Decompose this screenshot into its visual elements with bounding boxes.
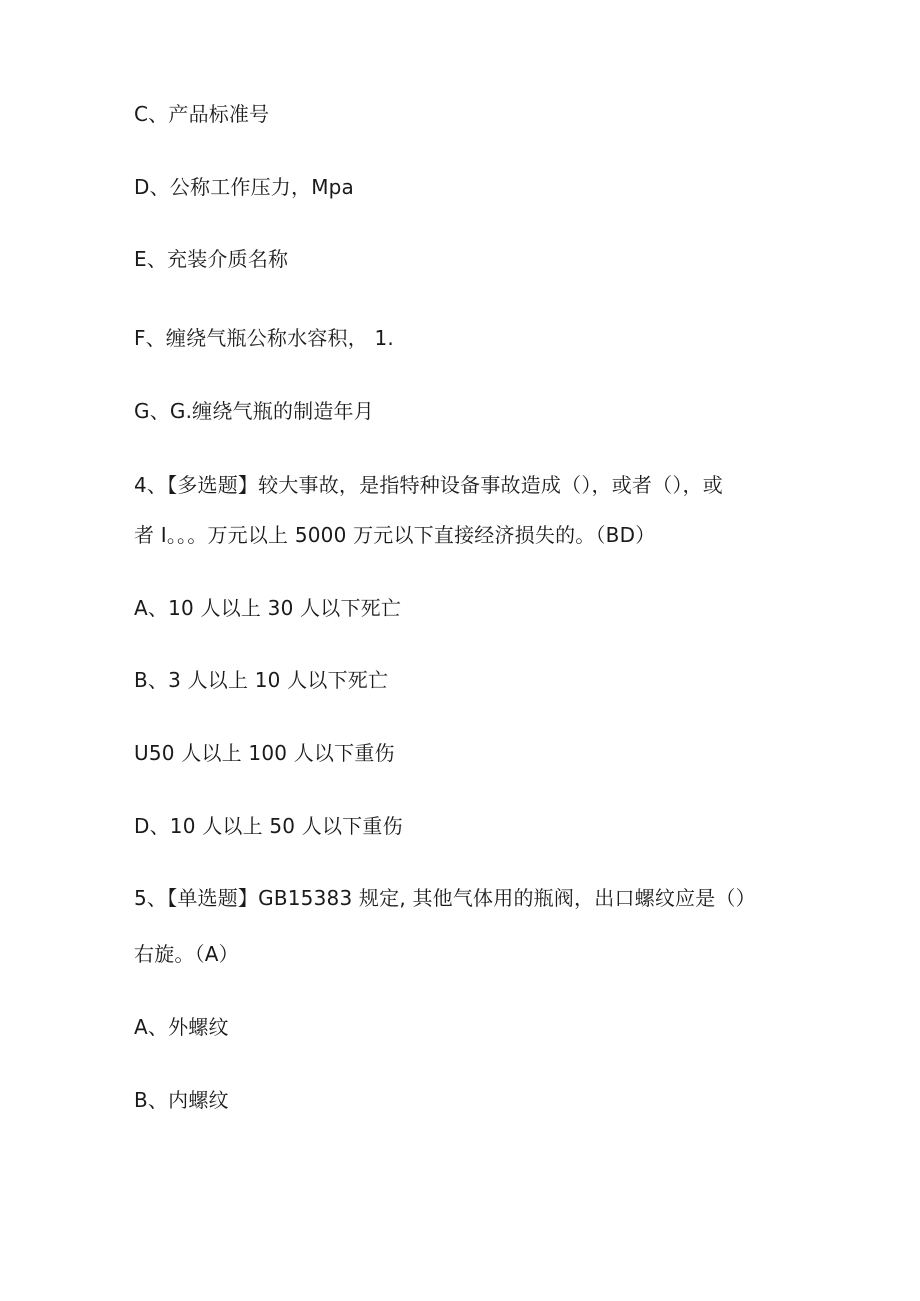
q4-option-c: U50 人以上 100 人以下重伤 (134, 741, 395, 765)
q4-option-b: B、3 人以上 10 人以下死亡 (134, 668, 389, 692)
question-5-line-1: 5、【单选题】GB15383 规定, 其他气体用的瓶阀，出口螺纹应是（） (134, 886, 756, 910)
option-c-product-standard: C、产品标准号 (134, 102, 270, 126)
q4-option-a: A、10 人以上 30 人以下死亡 (134, 596, 402, 620)
question-5-line-2: 右旋。（A） (134, 942, 239, 966)
question-4-line-1: 4、【多选题】较大事故，是指特种设备事故造成（），或者（），或 (134, 473, 723, 497)
q5-option-a: A、外螺纹 (134, 1015, 229, 1039)
option-e-medium-name: E、充装介质名称 (134, 247, 289, 271)
option-g-manufacture-date: G、G.缠绕气瓶的制造年月 (134, 399, 374, 423)
option-d-working-pressure: D、公称工作压力，Mpa (134, 175, 355, 199)
q4-option-d: D、10 人以上 50 人以下重伤 (134, 814, 403, 838)
question-4-line-2: 者 I。。。万元以上 5000 万元以下直接经济损失的。（BD） (134, 523, 656, 547)
q5-option-b: B、内螺纹 (134, 1088, 229, 1112)
option-f-water-volume: F、缠绕气瓶公称水容积， 1. (134, 326, 394, 350)
